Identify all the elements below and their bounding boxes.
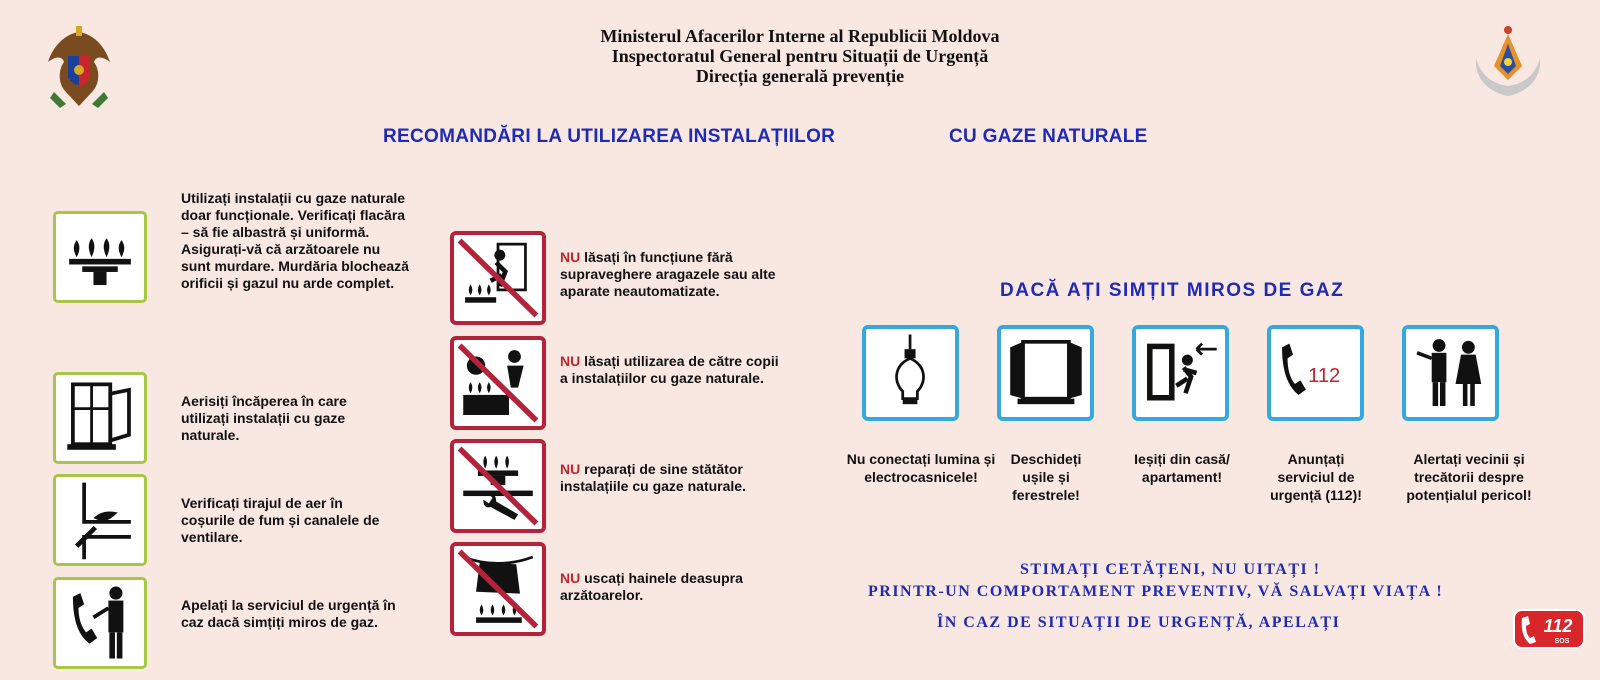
- open-window-icon: [53, 372, 147, 464]
- directorate-name: Direcția generală prevenție: [695, 66, 905, 86]
- gas-caption-1: Nu conectați lumina și electrocasnicele!: [846, 451, 996, 485]
- emergency-112-badge: [1512, 608, 1586, 650]
- chimney-draft-icon: [53, 474, 147, 566]
- phone-112-number: 112: [1308, 365, 1341, 388]
- light-bulb-icon: [862, 325, 959, 421]
- inspectorate-name: Inspectoratul General pentru Situații de Urgență: [611, 46, 989, 66]
- drying-clothes-icon: [450, 542, 546, 636]
- middle-item-text-2: NU lăsați utilizarea de către copii a instalațiilor cu gaze naturale.: [560, 353, 779, 386]
- gas-caption-2: Deschideți ușile și ferestrele!: [1010, 451, 1082, 503]
- gas-caption-4: Anunțați serviciul de urgență (112)!: [1270, 451, 1362, 503]
- left-item-text-3: Verificați tirajul de aer în coșurile de fum și canalele de ventilare.: [181, 495, 380, 545]
- unattended-stove-icon: [450, 231, 546, 325]
- middle-item-text-4: NU uscați hainele deasupra arzătoarelor.: [560, 570, 743, 603]
- gas-smell-title: DACĂ AȚI SIMȚIT MIROS DE GAZ: [1000, 280, 1345, 301]
- child-stove-icon: [450, 336, 546, 430]
- gas-caption-3: Ieșiți din casă/ apartament!: [1134, 451, 1230, 485]
- gas-burner-icon: [53, 211, 147, 303]
- badge-sos: SOS: [1554, 638, 1570, 645]
- phone-person-icon: [53, 577, 147, 669]
- self-repair-icon: [450, 439, 546, 533]
- page-title-part2: CU GAZE NATURALE: [949, 126, 1148, 147]
- page-title-part1: RECOMANDĂRI LA UTILIZAREA INSTALAȚIILOR: [383, 126, 836, 147]
- gas-caption-5: Alertați vecinii și trecătorii despre potențialul pericol!: [1406, 451, 1532, 503]
- footer-line-2: PRINTR-UN COMPORTAMENT PREVENTIV, VĂ SALVAȚI VIAȚA !: [868, 583, 1444, 600]
- middle-item-text-1: NU lăsați în funcțiune fără supraveghere aragazele sau alte aparate neautomatizate.: [560, 249, 776, 299]
- phone-112-icon: [1267, 325, 1364, 421]
- header: [0, 26, 1600, 86]
- left-item-text-2: Aerisiți încăperea în care utilizați instalații cu gaze naturale.: [181, 393, 347, 443]
- window-icon: [997, 325, 1094, 421]
- badge-number: 112: [1543, 616, 1573, 636]
- alert-neighbors-icon: [1402, 325, 1499, 421]
- ministry-name: Ministerul Afacerilor Interne al Republicii Moldova: [600, 26, 1000, 46]
- footer-line-1: STIMAȚI CETĂȚENI, NU UITAȚI !: [1020, 561, 1321, 578]
- left-item-text-1: Utilizați instalații cu gaze naturale doar funcționale. Verificați flacăra – să fie albastră și uniformă. Asigurați-vă că arzătoarele nu sunt murdare. Murdăria blochează orificii și gazul nu arde complet.: [181, 190, 409, 291]
- middle-item-text-3: NU reparați de sine stătător instalațiile cu gaze naturale.: [560, 461, 746, 494]
- footer-line-3: ÎN CAZ DE SITUAȚII DE URGENȚĂ, APELAȚI: [937, 614, 1341, 631]
- left-item-text-4: Apelați la serviciul de urgență în caz dacă simțiți miros de gaz.: [181, 597, 396, 630]
- exit-icon: [1132, 325, 1229, 421]
